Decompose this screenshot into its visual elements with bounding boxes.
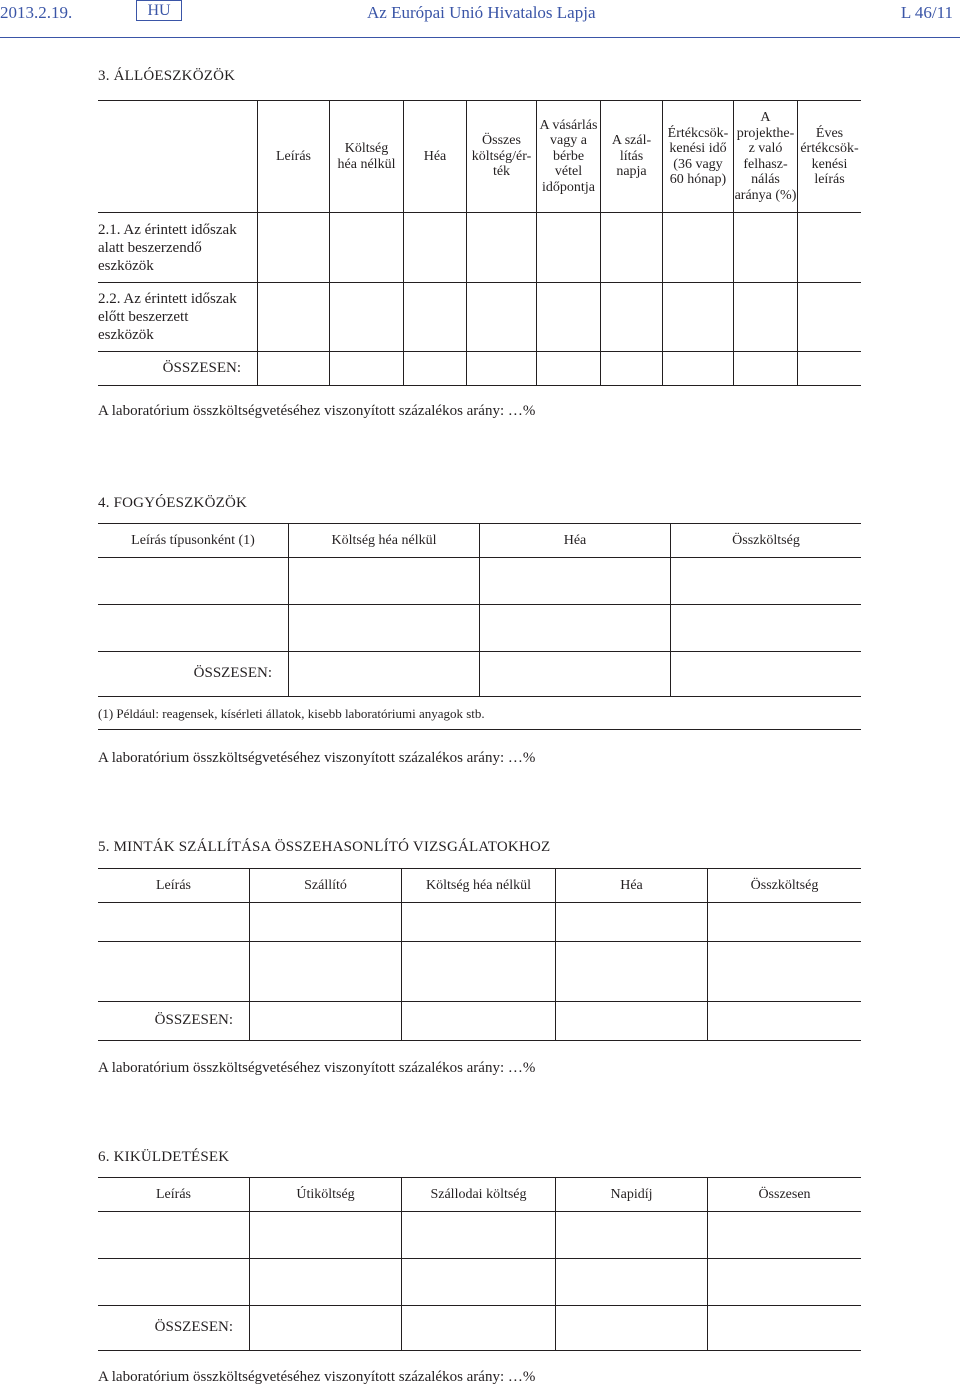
col-header-daily-allowance: Napidíj bbox=[610, 1186, 653, 1202]
col-header-annual-depreciation: Éves értékcsök- kenési leírás bbox=[800, 125, 859, 187]
col-header-cost-net: Költség héa nélkül bbox=[331, 532, 437, 548]
col-header-total-cost: Összköltség bbox=[732, 532, 800, 548]
col-header-description: Leírás bbox=[156, 1186, 191, 1202]
section-3-ratio: A laboratórium összköltségvetéséhez viszonyított százalékos arány: …% bbox=[98, 403, 536, 419]
section-6-ratio: A laboratórium összköltségvetéséhez viszonyított százalékos arány: …% bbox=[98, 1369, 536, 1385]
col-header-description: Leírás bbox=[276, 148, 311, 164]
journal-title: Az Európai Unió Hivatalos Lapja bbox=[367, 3, 596, 22]
section-4-footnote bbox=[98, 706, 485, 722]
row-label-assets-to-buy: 2.1. Az érintett időszak alatt beszerzendő eszközök bbox=[98, 221, 237, 274]
col-header-purchase-date: A vásárlás vagy a bérbe vétel időpontja bbox=[539, 117, 598, 195]
col-header-total: Összesen bbox=[758, 1186, 811, 1202]
publication-date: 2013.2.19. bbox=[0, 3, 73, 22]
col-header-cost-net: Költség héa nélkül bbox=[426, 877, 531, 893]
section-4-ratio: A laboratórium összköltségvetéséhez viszonyított százalékos arány: …% bbox=[98, 750, 536, 766]
col-header-total-cost: Összes költség/ér- ték bbox=[471, 133, 532, 180]
section-5-title: 5. MINTÁK SZÁLLÍTÁSA ÖSSZEHASONLÍTÓ VIZSGÁLATOKHOZ bbox=[98, 839, 551, 855]
col-header-usage-ratio: A projekthe- z való felhasz- nálás aránya (%) bbox=[734, 110, 797, 203]
section-6-title: 6. KIKÜLDETÉSEK bbox=[98, 1149, 230, 1165]
col-header-description-by-type: Leírás típusonként (1) bbox=[131, 532, 255, 548]
col-header-description: Leírás bbox=[156, 877, 191, 893]
header-rule bbox=[0, 37, 960, 38]
col-header-carrier: Szállító bbox=[304, 877, 347, 893]
section-5-ratio: A laboratórium összköltségvetéséhez viszonyított százalékos arány: …% bbox=[98, 1060, 536, 1076]
language-badge: HU bbox=[136, 0, 182, 21]
col-header-vat: Héa bbox=[563, 532, 587, 548]
col-header-hotel-cost: Szállodai költség bbox=[430, 1186, 527, 1202]
col-header-vat: Héa bbox=[423, 148, 447, 164]
footnote-rule bbox=[98, 729, 861, 730]
col-header-vat: Héa bbox=[620, 877, 643, 893]
col-header-total-cost: Összköltség bbox=[750, 877, 819, 893]
section-4-title: 4. FOGYÓESZKÖZÖK bbox=[98, 495, 248, 511]
footnote-text: Például: reagensek, kísérleti állatok, kisebb laboratóriumi anyagok stb. bbox=[116, 706, 485, 721]
total-label: ÖSSZESEN: bbox=[154, 1012, 233, 1029]
section-3-title: 3. ÁLLÓESZKÖZÖK bbox=[98, 68, 236, 84]
col-header-depreciation-period: Értékcsök- kenési idő (36 vagy 60 hónap) bbox=[667, 125, 729, 187]
row-label-assets-bought: 2.2. Az érintett időszak előtt beszerzett eszközök bbox=[98, 291, 237, 343]
total-label: ÖSSZESEN: bbox=[154, 1319, 233, 1336]
page-number: L 46/11 bbox=[900, 3, 953, 22]
total-label: ÖSSZESEN: bbox=[193, 665, 272, 682]
col-header-delivery-date: A szál- lítás napja bbox=[611, 133, 652, 180]
footnote-mark: (1) bbox=[98, 706, 114, 721]
total-label: ÖSSZESEN: bbox=[162, 359, 241, 376]
col-header-cost-net: Költség héa nélkül bbox=[337, 141, 396, 172]
col-header-travel-cost: Útiköltség bbox=[296, 1186, 355, 1202]
